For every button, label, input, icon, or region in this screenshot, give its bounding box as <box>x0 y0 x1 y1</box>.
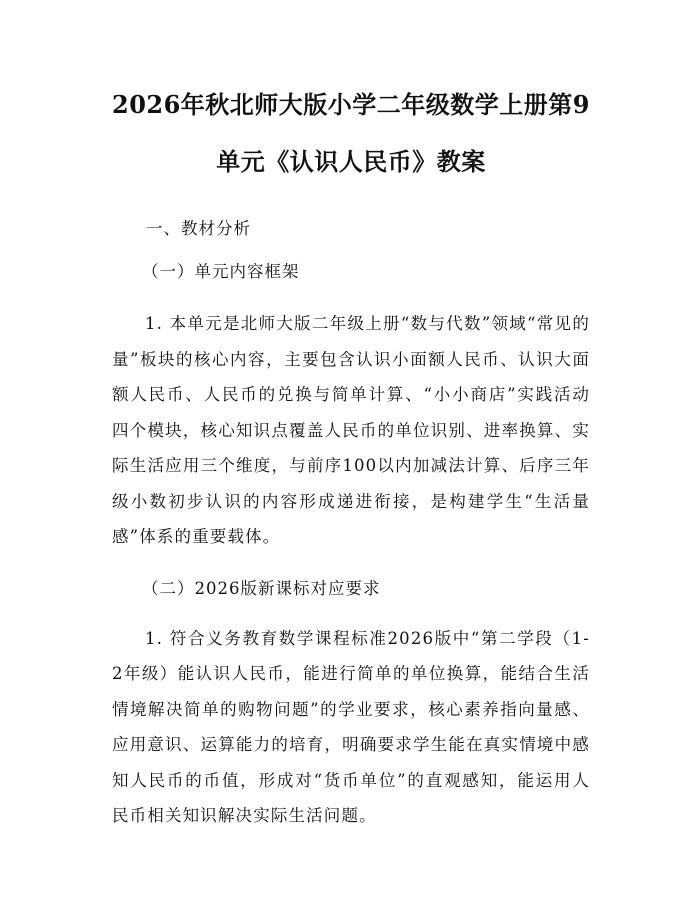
title-line-1: 2026年秋北师大版小学二年级数学上册第9 <box>112 90 590 119</box>
paragraph-unit-framework: 1. 本单元是北师大版二年级上册“数与代数”领域“常见的量”板块的核心内容，主要包含认识小面额人民币、认识大面额人民币、人民币的兑换与简单计算、“小小商店”实践活动四个模块，核心知识点覆盖人民币的单位识别、进率换算、实际生活应用三个维度，与前序100以内加减法计算、后序三年级小数初步认识的内容形成递进衔接，是构建学生“生活量感”体系的重要载体。 <box>112 314 590 546</box>
paragraph-curriculum-requirements: 1. 符合义务教育数学课程标准2026版中“第二学段（1-2年级）能认识人民币，能进行简单的单位换算，能结合生活情境解决简单的购物问题”的学业要求，核心素养指向量感、应用意识、运算能力的培育，明确要求学生能在真实情境中感知人民币的币值，形成对“货币单位”的直观感知，能运用人民币相关知识解决实际生活问题。 <box>112 628 590 825</box>
section-heading-textbook-analysis: 一、教材分析 <box>146 219 251 238</box>
subsection-heading-curriculum-requirements: （二）2026版新课标对应要求 <box>142 578 381 598</box>
document-title <box>112 82 590 185</box>
subsection-heading-unit-framework: （一）单元内容框架 <box>142 262 300 281</box>
title-line-2: 单元《认识人民币》教案 <box>216 147 486 176</box>
